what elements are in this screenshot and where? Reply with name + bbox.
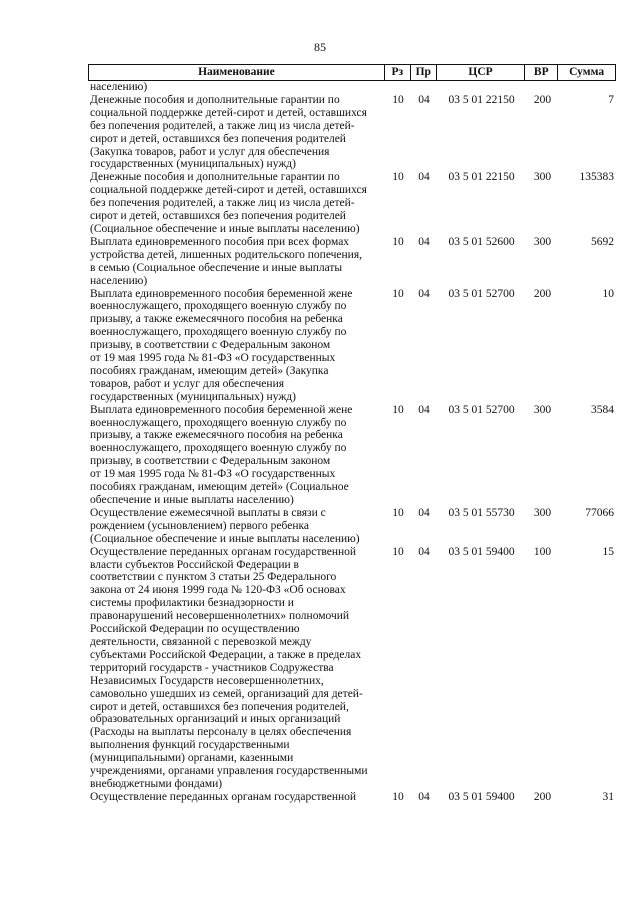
cell-sum: 3584 [591, 403, 614, 416]
header-rz: Рз [385, 65, 411, 80]
cell-pr: 04 [418, 403, 430, 416]
page-number: 85 [314, 40, 326, 54]
cell-sum: 7 [608, 93, 614, 106]
cell-sum: 5692 [591, 235, 614, 248]
cell-pr: 04 [418, 287, 430, 300]
cell-sum: 31 [602, 790, 614, 803]
cell-pr: 04 [418, 790, 430, 803]
cell-name: Осуществление переданных органам государственной [90, 790, 357, 803]
table-row [88, 171, 616, 236]
header-name: Наименование [89, 65, 385, 80]
cell-csr: 03 5 01 59400 [448, 790, 515, 803]
cell-rz: 10 [392, 506, 404, 519]
table-row [88, 288, 616, 404]
table-body [88, 81, 616, 804]
table-row [88, 791, 616, 804]
header-pr: Пр [411, 65, 437, 80]
cell-csr: 03 5 01 22150 [448, 93, 515, 106]
header-vr: ВР [525, 65, 558, 80]
cell-sum: 77066 [585, 506, 614, 519]
cell-vr: 200 [533, 790, 552, 803]
cell-rz: 10 [392, 235, 404, 248]
cell-csr: 03 5 01 22150 [448, 171, 515, 184]
cell-rz [385, 81, 411, 94]
cell-rz: 10 [392, 93, 404, 106]
table-row [88, 81, 616, 94]
cell-pr: 04 [418, 506, 430, 519]
table-header [88, 64, 616, 81]
cell-csr: 03 5 01 52700 [448, 403, 515, 416]
cell-rz: 10 [392, 171, 404, 184]
cell-csr [437, 81, 526, 94]
header-csr: ЦСР [437, 65, 526, 80]
cell-pr: 04 [418, 93, 430, 106]
table-row [88, 236, 616, 288]
cell-name: Выплата единовременного пособия беременной жене военнослужащего, проходящего военную службу по призыву, а также ежемесячного пособия на ребенка военнослужащего, проходящего военную службу по призыву, в соответствии с Федеральным законом от 19 мая 1995 года № 81-ФЗ «О государственных пособиях гражданам, имеющим детей» (Социальное обеспечение и иные выплаты населению) [90, 403, 353, 506]
table-row [88, 404, 616, 507]
cell-csr: 03 5 01 52700 [448, 287, 515, 300]
cell-sum: 135383 [579, 171, 614, 184]
cell-vr: 300 [533, 235, 552, 248]
cell-rz: 10 [392, 790, 404, 803]
cell-name: Денежные пособия и дополнительные гарантии по социальной поддержке детей-сирот и детей, оставшихся без попечения родителей, а также лиц из числа детей- сирот и детей, оставшихся без попечения родителей (Закупка товаров, работ и услуг для обеспечения государственных (муниципальных) нужд) [90, 93, 367, 171]
cell-name: Осуществление ежемесячной выплаты в связи с рождением (усыновлением) первого ребенка (Социальное обеспечение и иные выплаты населению) [90, 506, 360, 545]
header-sum: Сумма [569, 66, 605, 78]
budget-table [88, 64, 616, 804]
cell-name: Осуществление переданных органам государственной власти субъектов Российской Федерации в соответствии с пунктом 3 статьи 25 Федерального закона от 24 июня 1999 года № 120-ФЗ «Об основах системы профилактики безнадзорности и правонарушений несовершеннолетних» полномочий Российской Федерации по осуществлению деятельности, связанной с перевозкой между субъектами Российской Федерации, а также в пределах территорий государств - участников Содружества Независимых Государств несовершеннолетних, самовольно ушедших из семей, организаций для детей- сирот и детей, оставшихся без попечения родителей, образовательных организаций и иных организаций (Расходы на выплаты персоналу в целях обеспечения выполнения функций государственными (муниципальными) органами, казенными учреждениями, органами управления государственными внебюджетными фондами) [90, 545, 368, 790]
cell-rz: 10 [392, 403, 404, 416]
cell-pr [411, 81, 437, 94]
cell-vr: 300 [533, 171, 552, 184]
cell-csr: 03 5 01 55730 [448, 506, 515, 519]
cell-sum: 10 [602, 287, 614, 300]
cell-csr: 03 5 01 59400 [448, 545, 515, 558]
table-row [88, 546, 616, 791]
cell-vr: 300 [533, 506, 552, 519]
cell-rz: 10 [392, 287, 404, 300]
cell-sum: 15 [602, 545, 614, 558]
cell-vr: 200 [533, 287, 552, 300]
cell-name: Денежные пособия и дополнительные гарантии по социальной поддержке детей-сирот и детей, оставшихся без попечения родителей, а также лиц из числа детей- сирот и детей, оставшихся без попечения родителей (Социальное обеспечение и иные выплаты населению) [90, 171, 367, 235]
cell-name: Выплата единовременного пособия беременной жене военнослужащего, проходящего военную службу по призыву, а также ежемесячного пособия на ребенка военнослужащего, проходящего военную службу по призыву, в соответствии с Федеральным законом от 19 мая 1995 года № 81-ФЗ «О государственных пособиях гражданам, имеющим детей» (Закупка товаров, работ и услуг для обеспечения государственных (муниципальных) нужд) [90, 287, 353, 403]
cell-name: населению) [90, 81, 148, 93]
cell-pr: 04 [418, 235, 430, 248]
cell-vr: 100 [533, 545, 552, 558]
cell-rz: 10 [392, 545, 404, 558]
cell-vr: 300 [533, 403, 552, 416]
cell-vr: 200 [533, 93, 552, 106]
cell-csr: 03 5 01 52600 [448, 235, 515, 248]
table-row [88, 94, 616, 171]
cell-name: Выплата единовременного пособия при всех формах устройства детей, лишенных родительского попечения, в семью (Социальное обеспечение и иные выплаты населению) [90, 235, 363, 287]
cell-sum [559, 81, 616, 94]
cell-pr: 04 [418, 545, 430, 558]
table-row [88, 507, 616, 546]
cell-vr [526, 81, 559, 94]
cell-pr: 04 [418, 171, 430, 184]
